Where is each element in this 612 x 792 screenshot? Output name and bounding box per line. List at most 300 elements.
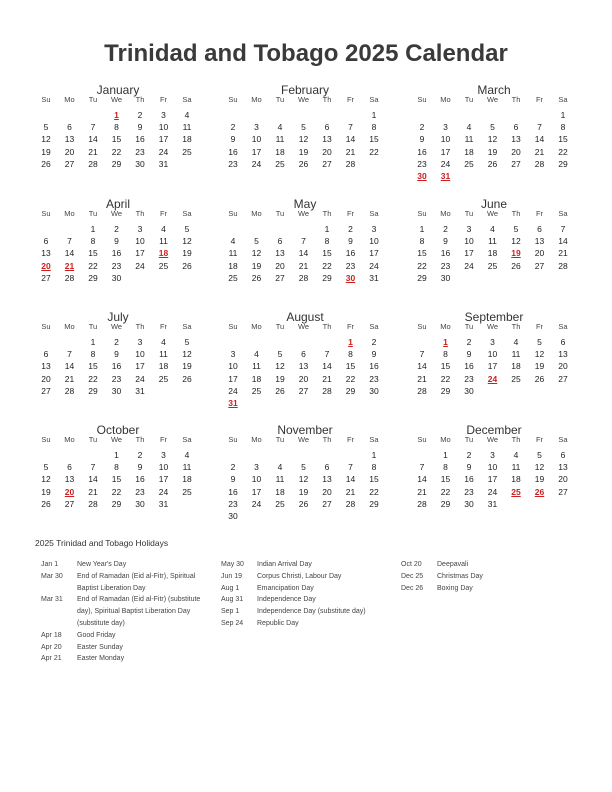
day-cell: 2 <box>230 462 236 473</box>
day-cell: 17 <box>487 474 498 485</box>
day-cell: 22 <box>111 146 122 157</box>
day-cell: 31 <box>158 498 169 509</box>
day-cell: 29 <box>345 385 356 396</box>
weekday-header: Mo <box>251 95 262 104</box>
weekday-header: Fr <box>346 322 355 331</box>
weekday-header: We <box>110 435 123 444</box>
day-cell: 2 <box>466 337 472 347</box>
day-cell: 5 <box>254 236 259 247</box>
day-cell: 25 <box>158 260 169 271</box>
holiday-entry <box>395 583 565 595</box>
day-cell: 14 <box>64 248 75 259</box>
day-cell: 4 <box>277 122 283 133</box>
weekday-header: We <box>297 435 310 444</box>
day-cell: 28 <box>558 260 568 271</box>
day-cell: 14 <box>88 474 98 485</box>
day-cell: 6 <box>560 450 566 460</box>
day-cell: 8 <box>90 349 96 360</box>
day-cell: 1 <box>560 110 566 120</box>
month-february <box>222 83 388 193</box>
day-cell: 26 <box>511 260 521 271</box>
day-cell: 10 <box>251 134 262 145</box>
day-cell: 29 <box>322 272 332 283</box>
day-cell: 28 <box>534 158 545 169</box>
day-cell: 20 <box>322 486 332 497</box>
weekday-header: Sa <box>558 322 568 331</box>
day-cell: 23 <box>440 260 451 271</box>
day-cell: 11 <box>275 134 285 145</box>
day-cell: 26 <box>298 158 309 169</box>
day-cell: 8 <box>560 122 566 133</box>
weekday-header: Mo <box>440 209 451 218</box>
day-cell: 29 <box>88 385 98 396</box>
day-cell: 15 <box>111 474 122 485</box>
day-cell: 29 <box>88 272 98 283</box>
day-cell: 8 <box>419 236 425 247</box>
holiday-day-cell: 20 <box>64 486 75 497</box>
day-cell: 1 <box>371 450 377 460</box>
day-cell: 4 <box>161 224 166 234</box>
day-cell: 27 <box>41 385 51 396</box>
weekday-header: Mo <box>440 435 451 444</box>
day-cell: 20 <box>534 248 545 259</box>
day-cell: 4 <box>513 337 519 347</box>
day-cell: 23 <box>111 260 122 271</box>
day-cell: 4 <box>513 450 519 460</box>
day-cell: 12 <box>41 474 51 485</box>
day-cell: 6 <box>324 122 330 133</box>
month-name: March <box>477 83 511 97</box>
weekday-header: Mo <box>64 322 75 331</box>
day-cell: 29 <box>440 498 451 509</box>
day-cell: 9 <box>466 462 472 473</box>
day-cell: 31 <box>369 272 379 283</box>
weekday-header: We <box>110 322 123 331</box>
day-cell: 27 <box>41 272 51 283</box>
day-cell: 27 <box>275 272 285 283</box>
day-cell: 22 <box>440 486 451 497</box>
weekday-header: Tu <box>275 95 285 104</box>
day-cell: 14 <box>298 248 309 259</box>
day-cell: 12 <box>275 361 285 372</box>
holiday-entry <box>215 583 385 595</box>
weekday-header: Tu <box>464 322 474 331</box>
day-cell: 23 <box>135 486 145 497</box>
day-cell: 12 <box>511 236 521 247</box>
day-cell: 19 <box>41 486 51 497</box>
weekday-header: Tu <box>464 209 474 218</box>
month-name: January <box>96 83 140 97</box>
day-cell: 7 <box>301 236 306 247</box>
day-cell: 8 <box>371 122 377 133</box>
holiday-entry <box>215 571 385 583</box>
day-cell: 16 <box>111 361 122 372</box>
day-cell: 18 <box>464 146 474 157</box>
day-cell: 23 <box>464 486 474 497</box>
holiday-entry <box>215 594 385 606</box>
day-cell: 20 <box>511 146 521 157</box>
day-cell: 5 <box>43 462 49 473</box>
day-cell: 15 <box>88 361 98 372</box>
day-cell: 14 <box>64 361 75 372</box>
day-cell: 2 <box>137 450 143 460</box>
weekday-header: Su <box>417 95 427 104</box>
month-name: June <box>480 197 508 211</box>
day-cell: 14 <box>417 361 427 372</box>
day-cell: 5 <box>301 462 306 473</box>
day-cell: 6 <box>277 236 283 247</box>
day-cell: 13 <box>558 349 568 360</box>
day-cell: 26 <box>41 158 51 169</box>
month-april <box>35 197 201 307</box>
day-cell: 5 <box>537 450 542 460</box>
day-cell: 30 <box>464 385 474 396</box>
day-cell: 13 <box>322 474 332 485</box>
day-cell: 25 <box>158 373 169 384</box>
day-cell: 16 <box>111 248 122 259</box>
day-cell: 8 <box>114 462 119 473</box>
day-cell: 22 <box>322 260 332 271</box>
day-cell: 9 <box>137 462 143 473</box>
day-cell: 22 <box>345 373 356 384</box>
day-cell: 24 <box>158 146 169 157</box>
day-cell: 3 <box>490 450 495 460</box>
weekday-header: Tu <box>88 435 98 444</box>
month-name: February <box>280 83 330 97</box>
weekday-header: Fr <box>535 95 544 104</box>
day-cell: 2 <box>371 337 377 347</box>
day-cell: 28 <box>345 158 356 169</box>
day-cell: 28 <box>345 498 356 509</box>
day-cell: 1 <box>90 337 96 347</box>
day-cell: 12 <box>534 349 545 360</box>
holiday-date: Jan 1 <box>41 561 59 568</box>
holiday-date: Oct 20 <box>401 561 422 568</box>
day-cell: 30 <box>135 498 145 509</box>
day-cell: 15 <box>440 474 451 485</box>
day-cell: 14 <box>345 134 356 145</box>
day-cell: 21 <box>558 248 568 259</box>
weekday-header: Su <box>41 95 51 104</box>
day-cell: 11 <box>511 462 521 473</box>
day-cell: 6 <box>301 349 306 360</box>
holiday-entry <box>395 571 565 583</box>
page-title: Trinidad and Tobago 2025 Calendar <box>104 40 508 67</box>
day-cell: 19 <box>275 373 285 384</box>
day-cell: 11 <box>464 134 474 145</box>
day-cell: 15 <box>440 361 451 372</box>
day-cell: 21 <box>322 373 332 384</box>
day-cell: 23 <box>464 373 474 384</box>
holiday-name: Independence Day (substitute day) <box>257 608 366 616</box>
day-cell: 24 <box>487 486 498 497</box>
day-cell: 16 <box>369 361 379 372</box>
day-cell: 10 <box>487 462 498 473</box>
day-cell: 10 <box>158 462 169 473</box>
day-cell: 18 <box>182 134 192 145</box>
day-cell: 17 <box>158 134 169 145</box>
day-cell: 30 <box>228 511 238 521</box>
holiday-date: May 30 <box>221 561 244 568</box>
day-cell: 5 <box>490 122 495 133</box>
day-cell: 28 <box>88 498 98 509</box>
day-cell: 2 <box>443 224 448 234</box>
day-cell: 24 <box>135 260 145 271</box>
day-cell: 17 <box>440 146 451 157</box>
day-cell: 17 <box>251 486 262 497</box>
day-cell: 30 <box>440 272 451 283</box>
day-cell: 25 <box>511 373 521 384</box>
day-cell: 15 <box>111 134 122 145</box>
day-cell: 20 <box>64 146 75 157</box>
day-cell: 24 <box>158 486 169 497</box>
holiday-day-cell: 20 <box>41 260 51 271</box>
weekday-header: Sa <box>182 209 192 218</box>
day-cell: 13 <box>41 248 51 259</box>
weekday-header: Sa <box>369 322 379 331</box>
day-cell: 11 <box>275 474 285 485</box>
day-cell: 18 <box>158 361 169 372</box>
day-cell: 19 <box>534 474 545 485</box>
day-cell: 26 <box>41 498 51 509</box>
day-cell: 26 <box>487 158 498 169</box>
day-cell: 12 <box>41 134 51 145</box>
day-cell: 3 <box>254 122 259 133</box>
day-cell: 14 <box>558 236 568 247</box>
day-cell: 17 <box>158 474 169 485</box>
day-cell: 14 <box>345 474 356 485</box>
day-cell: 27 <box>534 260 545 271</box>
day-cell: 25 <box>275 498 285 509</box>
day-cell: 11 <box>159 349 168 360</box>
day-cell: 24 <box>369 260 379 271</box>
day-cell: 28 <box>64 385 75 396</box>
holiday-day-cell: 24 <box>487 373 498 384</box>
holiday-name: Easter Sunday <box>77 643 123 651</box>
day-cell: 9 <box>137 122 143 133</box>
day-cell: 25 <box>182 486 192 497</box>
day-cell: 9 <box>230 474 236 485</box>
month-january <box>35 83 201 193</box>
holiday-name: Good Friday <box>77 631 116 639</box>
day-cell: 3 <box>161 110 166 120</box>
day-cell: 21 <box>417 486 427 497</box>
day-cell: 14 <box>322 361 332 372</box>
weekday-header: Sa <box>369 95 379 104</box>
day-cell: 25 <box>275 158 285 169</box>
day-cell: 26 <box>534 373 545 384</box>
weekday-header: Th <box>511 435 521 444</box>
month-june <box>411 197 577 307</box>
day-cell: 9 <box>114 349 119 360</box>
day-cell: 19 <box>534 361 545 372</box>
day-cell: 3 <box>371 224 377 234</box>
holiday-name: Christmas Day <box>437 572 483 580</box>
weekday-header: Mo <box>251 209 262 218</box>
day-cell: 1 <box>90 224 96 234</box>
holiday-name: End of Ramadan (Eid al-Fitr) (substitute day), Spiritual Baptist Liberation Day (substitute day) <box>77 596 201 627</box>
day-cell: 28 <box>322 385 332 396</box>
day-cell: 4 <box>466 122 472 133</box>
day-cell: 2 <box>114 224 119 234</box>
day-cell: 1 <box>419 224 425 234</box>
day-cell: 7 <box>537 122 542 133</box>
holiday-name: Republic Day <box>257 619 299 627</box>
holiday-entry <box>35 653 205 665</box>
day-cell: 4 <box>277 462 283 473</box>
day-cell: 23 <box>345 260 356 271</box>
day-cell: 27 <box>558 373 568 384</box>
weekday-header: Tu <box>88 322 98 331</box>
day-cell: 30 <box>135 158 145 169</box>
day-cell: 19 <box>182 361 192 372</box>
day-cell: 6 <box>513 122 519 133</box>
day-cell: 13 <box>511 134 521 145</box>
day-cell: 2 <box>230 122 236 133</box>
day-cell: 17 <box>369 248 379 259</box>
day-cell: 19 <box>41 146 51 157</box>
day-cell: 7 <box>419 349 425 360</box>
day-cell: 2 <box>466 450 472 460</box>
day-cell: 15 <box>558 134 568 145</box>
weekday-header: Fr <box>346 209 355 218</box>
holiday-entry <box>215 606 385 618</box>
holiday-column <box>395 559 565 594</box>
holiday-date: Aug 1 <box>221 584 240 592</box>
day-cell: 22 <box>417 260 427 271</box>
day-cell: 29 <box>417 272 427 283</box>
weekday-header: Su <box>417 435 427 444</box>
weekday-header: Fr <box>535 209 544 218</box>
month-july <box>35 310 201 420</box>
weekday-header: Su <box>41 209 51 218</box>
weekday-header: We <box>486 322 499 331</box>
weekday-header: Tu <box>464 95 474 104</box>
day-cell: 7 <box>348 122 353 133</box>
weekday-header: Th <box>511 322 521 331</box>
day-cell: 19 <box>487 146 498 157</box>
weekday-header: Sa <box>182 322 192 331</box>
day-cell: 30 <box>369 385 379 396</box>
day-cell: 10 <box>464 236 474 247</box>
holiday-day-cell: 31 <box>440 171 451 181</box>
holiday-date: Sep 1 <box>221 608 240 616</box>
day-cell: 17 <box>135 248 145 259</box>
holiday-day-cell: 1 <box>348 337 353 347</box>
holiday-column <box>215 559 385 630</box>
day-cell: 13 <box>558 462 568 473</box>
day-cell: 22 <box>369 146 379 157</box>
weekday-header: Su <box>41 435 51 444</box>
day-cell: 3 <box>443 122 448 133</box>
day-cell: 15 <box>345 361 356 372</box>
day-cell: 22 <box>88 260 98 271</box>
weekday-header: Su <box>228 322 238 331</box>
holiday-entry <box>395 559 565 571</box>
day-cell: 15 <box>369 134 379 145</box>
day-cell: 23 <box>228 498 238 509</box>
day-cell: 2 <box>137 110 143 120</box>
month-name: October <box>96 423 140 437</box>
holiday-name: Deepavali <box>437 561 469 568</box>
day-cell: 29 <box>369 498 379 509</box>
day-cell: 6 <box>560 337 566 347</box>
day-cell: 17 <box>251 146 262 157</box>
day-cell: 9 <box>230 134 236 145</box>
weekday-header: Tu <box>275 322 285 331</box>
holiday-date: Aug 31 <box>221 596 244 604</box>
weekday-header: We <box>110 95 123 104</box>
day-cell: 11 <box>511 349 521 360</box>
day-cell: 13 <box>275 248 285 259</box>
day-cell: 17 <box>487 361 498 372</box>
weekday-header: Mo <box>64 95 75 104</box>
day-cell: 6 <box>537 224 542 234</box>
day-cell: 8 <box>443 462 448 473</box>
weekday-header: We <box>486 209 499 218</box>
day-cell: 27 <box>511 158 521 169</box>
day-cell: 31 <box>487 498 498 509</box>
weekday-header: Tu <box>275 209 285 218</box>
day-cell: 13 <box>41 361 51 372</box>
day-cell: 25 <box>464 158 474 169</box>
day-cell: 5 <box>184 224 190 234</box>
day-cell: 23 <box>111 373 122 384</box>
day-cell: 2 <box>348 224 353 234</box>
month-october <box>35 423 201 533</box>
month-name: September <box>464 310 524 324</box>
day-cell: 18 <box>275 146 285 157</box>
day-cell: 5 <box>513 224 519 234</box>
day-cell: 31 <box>135 385 145 396</box>
day-cell: 12 <box>298 134 309 145</box>
day-cell: 30 <box>464 498 474 509</box>
day-cell: 26 <box>182 260 192 271</box>
day-cell: 5 <box>301 122 306 133</box>
day-cell: 21 <box>345 146 356 157</box>
month-name: May <box>293 197 317 211</box>
day-cell: 16 <box>464 361 474 372</box>
weekday-header: Th <box>135 95 145 104</box>
day-cell: 30 <box>111 385 122 396</box>
day-cell: 14 <box>417 474 427 485</box>
day-cell: 13 <box>322 134 332 145</box>
day-cell: 24 <box>464 260 474 271</box>
weekday-header: Mo <box>440 95 451 104</box>
month-november <box>222 423 388 533</box>
holiday-day-cell: 26 <box>534 486 545 497</box>
weekday-header: Fr <box>535 322 544 331</box>
day-cell: 1 <box>443 450 448 460</box>
weekday-header: Tu <box>88 209 98 218</box>
weekday-header: Su <box>417 322 427 331</box>
day-cell: 4 <box>490 224 495 234</box>
weekday-header: We <box>297 322 310 331</box>
day-cell: 29 <box>440 385 451 396</box>
holiday-day-cell: 30 <box>345 272 356 283</box>
day-cell: 9 <box>114 236 119 247</box>
weekday-header: Sa <box>558 95 568 104</box>
day-cell: 24 <box>251 498 262 509</box>
weekday-header: We <box>486 95 499 104</box>
day-cell: 6 <box>324 462 330 473</box>
weekday-header: We <box>110 209 123 218</box>
day-cell: 3 <box>137 337 143 347</box>
holiday-day-cell: 19 <box>511 248 521 259</box>
day-cell: 17 <box>228 373 238 384</box>
holiday-name: End of Ramadan (Eid al-Fitr), Spiritual Baptist Liberation Day <box>77 572 196 592</box>
day-cell: 10 <box>440 134 451 145</box>
